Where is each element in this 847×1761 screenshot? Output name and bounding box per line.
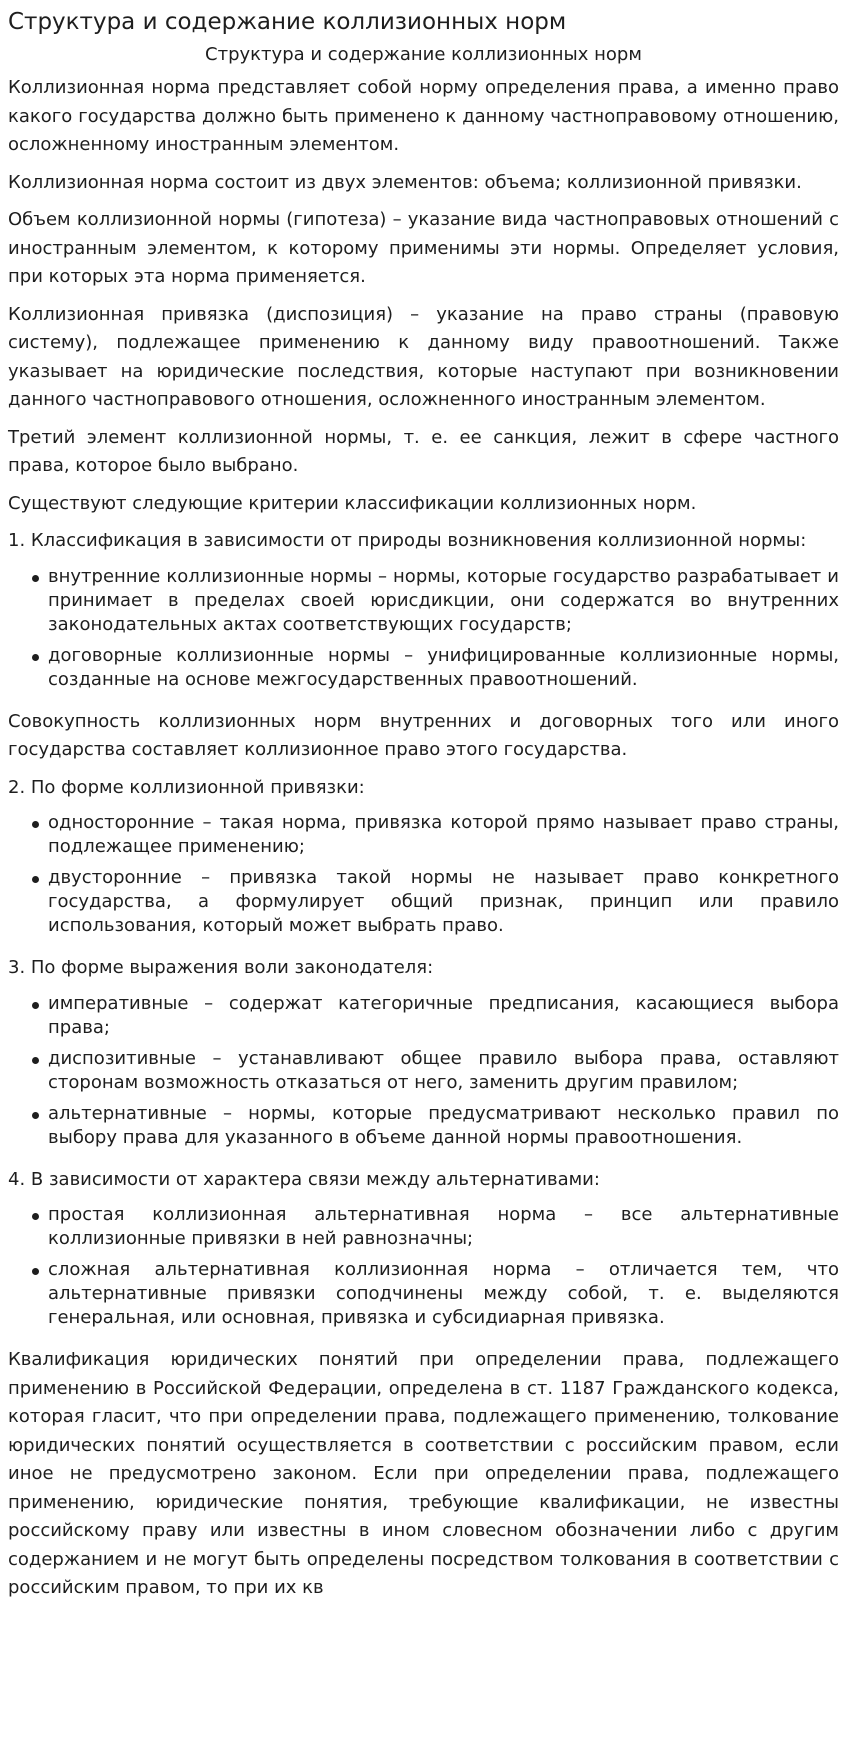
list-item: договорные коллизионные нормы – унифицированные коллизионные нормы, созданные на основе межгосударственных правоотношений. xyxy=(48,644,839,690)
article xyxy=(0,8,847,1603)
paragraph-scope: Объем коллизионной нормы (гипотеза) – указание вида частноправовых отношений с иностранным элементом, к которому применимы эти нормы. Определяет условия, при которых эта норма применяется. xyxy=(8,209,839,287)
paragraph-aggregate: Совокупность коллизионных норм внутренних и договорных того или иного государства составляет коллизионное право этого государства. xyxy=(8,710,839,760)
paragraph-criteria: Существуют следующие критерии классификации коллизионных норм. xyxy=(8,492,697,514)
list-item: диспозитивные – устанавливают общее правило выбора права, оставляют сторонам возможность отказаться от него, заменить другим правилом; xyxy=(48,1047,839,1093)
article-subtitle: Структура и содержание коллизионных норм xyxy=(205,44,642,65)
list-item: простая коллизионная альтернативная норма – все альтернативные коллизионные привязки в ней равнозначны; xyxy=(48,1204,839,1249)
section-heading-binding-form: 2. По форме коллизионной привязки: xyxy=(8,776,365,798)
paragraph-definition: Коллизионная норма представляет собой норму определения права, а именно право какого государства должно быть применено к данному частноправовому отношению, осложненному иностранным элементом. xyxy=(8,77,839,155)
list-item: двусторонние – привязка такой нормы не называет право конкретного государства, а формулирует общий признак, принцип или правило использования, который может выбрать право. xyxy=(48,867,839,936)
page-title: Структура и содержание коллизионных норм xyxy=(8,9,567,35)
list-alternatives xyxy=(8,1203,839,1330)
list-item: односторонние – такая норма, привязка которой прямо называет право страны, подлежащее применению; xyxy=(48,812,839,857)
section-heading-alternatives: 4. В зависимости от характера связи между альтернативами: xyxy=(8,1168,600,1190)
list-item: сложная альтернативная коллизионная норма – отличается тем, что альтернативные привязки соподчинены между собой, т. е. выделяются генеральная, или основная, привязка и субсидиарная привязка. xyxy=(48,1259,839,1328)
list-item: внутренние коллизионные нормы – нормы, которые государство разрабатывает и принимает в пределах своей юрисдикции, они содержатся во внутренних законодательных актах соответствующих государств; xyxy=(48,565,839,635)
paragraph-qualification: Квалификация юридических понятий при определении права, подлежащего применению в Российской Федерации, определена в ст. 1187 Гражданского кодекса, которая гласит, что при определении права, подлежащего применению, толкование юридических понятий осуществляется в соответствии с российским правом, если иное не предусмотрено законом. Если при определении права, подлежащего применению, юридические понятия, требующие квалификации, не известны российскому праву или известны в ином словесном обозначении либо с другим содержанием и не могут быть определены посредством толкования в соответствии с российским правом, то при их кв xyxy=(8,1349,839,1598)
list-item: альтернативные – нормы, которые предусматривают несколько правил по выбору права для указанного в объеме данной нормы правоотношения. xyxy=(48,1102,839,1148)
paragraph-binding: Коллизионная привязка (диспозиция) – указание на право страны (правовую систему), подлежащее применению к данному виду правоотношений. Также указывает на юридические последствия, которые наступают при возникновении данного частноправового отношения, осложненного иностранным элементом. xyxy=(8,303,839,410)
list-item: императивные – содержат категоричные предписания, касающиеся выбора права; xyxy=(48,992,839,1038)
paragraph-elements: Коллизионная норма состоит из двух элементов: объема; коллизионной привязки. xyxy=(8,171,802,193)
section-heading-origin: 1. Классификация в зависимости от природы возникновения коллизионной нормы: xyxy=(8,530,807,551)
section-heading-will-form: 3. По форме выражения воли законодателя: xyxy=(8,957,434,978)
list-will-form xyxy=(8,992,839,1150)
list-binding-form xyxy=(8,811,839,938)
paragraph-sanction: Третий элемент коллизионной нормы, т. е. ее санкция, лежит в сфере частного права, которое было выбрано. xyxy=(8,426,839,476)
list-origin xyxy=(8,565,839,692)
